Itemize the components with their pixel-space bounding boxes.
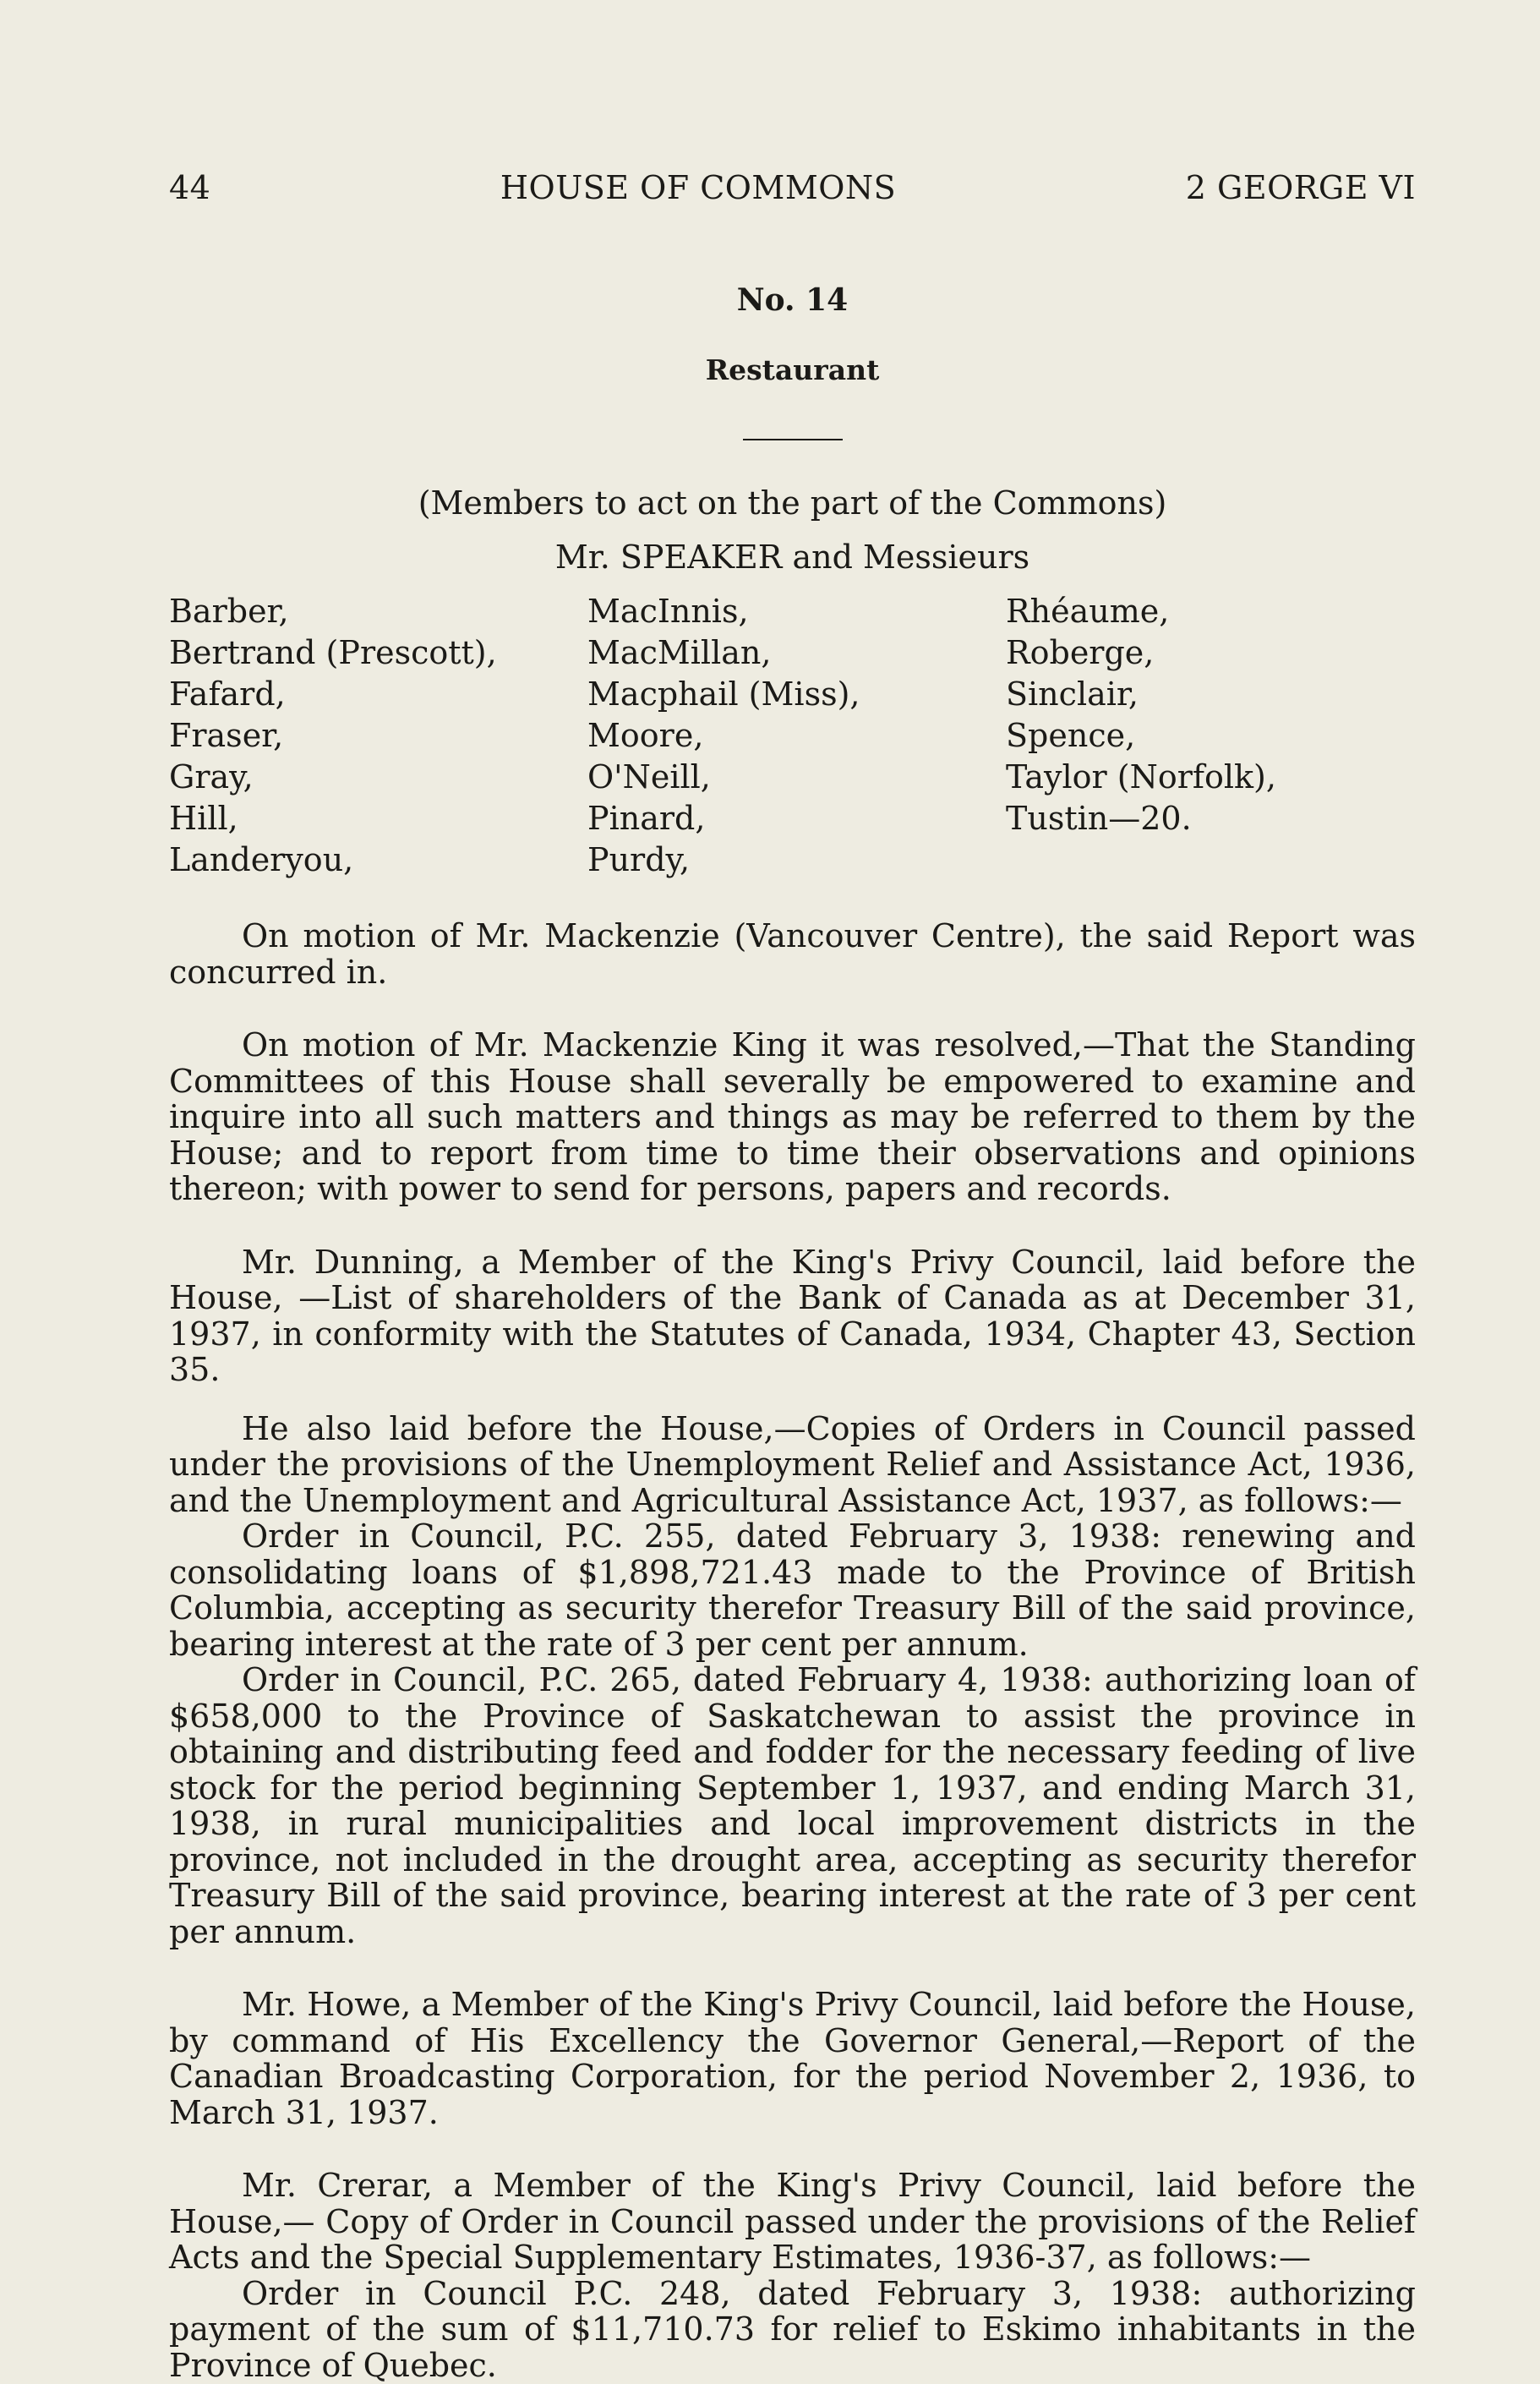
page-number: 44	[169, 169, 211, 206]
member-list	[169, 591, 1416, 881]
member-name: Taylor (Norfolk),	[1006, 758, 1276, 796]
member-name: Fafard,	[169, 675, 286, 713]
member-name: Rhéaume,	[1006, 593, 1170, 630]
paragraph-orders-intro: He also laid before the House,—Copies of Orders in Council passed under the provisions of the Unemployment Relief and Assistance Act, 1936, and the Unemployment and Agricultural Assistance Act, 1937, as follows:—	[169, 1409, 1416, 1519]
document-page	[169, 169, 1416, 2383]
member-name: Gray,	[169, 758, 254, 796]
paragraph-concurrence: On motion of Mr. Mackenzie (Vancouver Centre), the said Report was concurred in.	[169, 917, 1416, 991]
report-number: No. 14	[736, 282, 849, 318]
member-name: Landeryou,	[169, 841, 354, 878]
session-label: 2 GEORGE VI	[1185, 169, 1416, 206]
paragraph-howe: Mr. Howe, a Member of the King's Privy Council, laid before the House, by command of His Excellency the Governor General,—Report of the Canadian Broadcasting Corporation, for the period November 2, 1936, to March 31, 1937.	[169, 1986, 1416, 2131]
paragraph-dunning: Mr. Dunning, a Member of the King's Privy Council, laid before the House, —List of shareholders of the Bank of Canada as at December 31, 1937, in conformity with the Statutes of Canada, 1934, Chapter 43, Section 35.	[169, 1243, 1416, 1388]
paragraph-crerar: Mr. Crerar, a Member of the King's Privy Council, laid before the House,— Copy of Order in Council passed under the provisions of the Relief Acts and the Special Supplementary Estimates, 1936-37, as follows:—	[169, 2167, 1416, 2276]
running-title: HOUSE OF COMMONS	[500, 169, 897, 206]
member-name: Spence,	[1006, 717, 1136, 754]
member-name: Moore,	[587, 717, 704, 754]
member-name: Roberge,	[1006, 634, 1155, 671]
paragraph-order-248: Order in Council P.C. 248, dated February 3, 1938: authorizing payment of the sum of $11,710.73 for relief to Eskimo inhabitants in the Province of Quebec.	[169, 2274, 1416, 2384]
paragraph-standing-committees: On motion of Mr. Mackenzie King it was resolved,—That the Standing Committees of this House shall severally be empowered to examine and inquire into all such matters and things as may be referred to them by the House; and to report from time to time their observations and opinions thereon; with power to send for persons, papers and records.	[169, 1026, 1416, 1207]
member-column-2	[587, 591, 1006, 881]
member-name: Pinard,	[587, 800, 706, 837]
running-head	[169, 169, 1416, 206]
member-name: Tustin—20.	[1006, 800, 1192, 837]
member-name: Hill,	[169, 800, 238, 837]
member-name: O'Neill,	[587, 758, 711, 796]
member-name: Barber,	[169, 593, 289, 630]
section-divider	[743, 439, 843, 440]
report-subject: Restaurant	[705, 353, 880, 386]
member-name: Macphail (Miss),	[587, 675, 860, 713]
paragraph-order-255: Order in Council, P.C. 255, dated February 3, 1938: renewing and consolidating loans of $1,898,721.43 made to the Province of British Columbia, accepting as security therefor Treasury Bill of the said province, bearing interest at the rate of 3 per cent per annum.	[169, 1517, 1416, 1663]
member-column-3	[1006, 591, 1416, 881]
member-name: MacInnis,	[587, 593, 749, 630]
member-name: Purdy,	[587, 841, 691, 878]
paragraph-order-265: Order in Council, P.C. 265, dated February 4, 1938: authorizing loan of $658,000 to the Province of Saskatchewan to assist the province in obtaining and distributing feed and fodder for the necessary feeding of live stock for the period beginning September 1, 1937, and ending March 31, 1938, in rural municipalities and local improvement districts in the province, not included in the drought area, accepting as security therefor Treasury Bill of the said province, bearing interest at the rate of 3 per cent per annum.	[169, 1661, 1416, 1950]
member-column-1	[169, 591, 587, 881]
member-name: MacMillan,	[587, 634, 772, 671]
speaker-line: Mr. SPEAKER and Messieurs	[554, 539, 1030, 576]
members-note: (Members to act on the part of the Commons)	[418, 484, 1167, 522]
member-name: Bertrand (Prescott),	[169, 634, 497, 671]
member-name: Fraser,	[169, 717, 284, 754]
member-name: Sinclair,	[1006, 675, 1139, 713]
